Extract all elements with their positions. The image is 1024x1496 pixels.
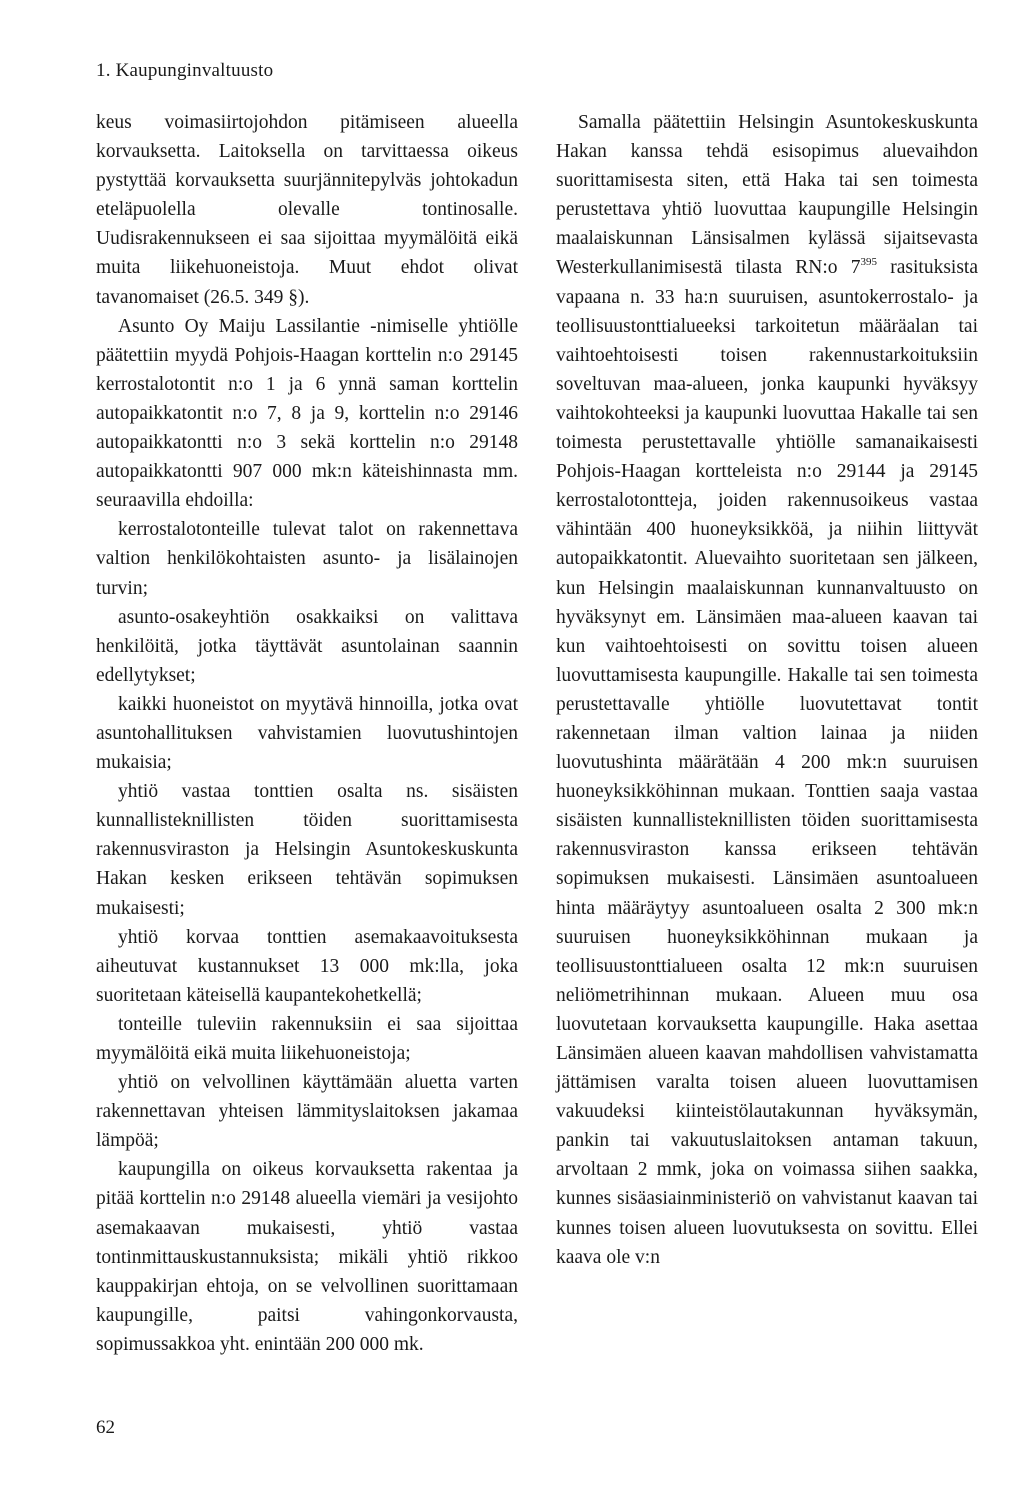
condition-item: tonteille tuleviin rakennuksiin ei saa sijoittaa myymälöitä eikä muita liikehuoneistoja; (96, 1013, 518, 1064)
condition-item: kaikki huoneistot on myytävä hinnoilla, jotka ovat asuntohallituksen vahvistamien luovutushintojen mukaisia; (96, 693, 518, 774)
condition-item: kaupungilla on oikeus korvauksetta rakentaa ja pitää korttelin n:o 29148 alueella viemäri ja vesijohto asemakaavan mukaisesti, yhtiö vastaa tontinmittauskustannuksista; mikäli yhtiö rikkoo kauppakirjan ehtoja, on se velvollinen suorittamaan kaupungille, paitsi vahingonkorvausta, sopimussakkoa yht. enintään 200 000 mk. (96, 1159, 518, 1355)
condition-item: yhtiö korvaa tonttien asemakaavoituksesta aiheutuvat kustannukset 13 000 mk:lla, joka suoritetaan käteisellä kaupantekohetkellä; (96, 926, 518, 1006)
left-column (96, 108, 518, 1359)
paragraph-text: Samalla päätettiin Helsingin Asuntokeskuskunta Hakan kanssa tehdä esisopimus aluevaihdon suorittamisesta siten, että Haka tai sen toimesta perustettava yhtiö luovuttaa kaupungille Helsingin maalaiskunnan Länsisalmen kylässä sijaitsevasta Westerkullanimisestä tilasta RN:o 7 (556, 112, 978, 279)
condition-item: yhtiö vastaa tonttien osalta ns. sisäisten kunnallisteknillisten töiden suorittamisesta rakennusviraston ja Helsingin Asuntokeskuskunta Hakan kesken erikseen tehtävän sopimuksen mukaisesti; (96, 781, 518, 919)
paragraph: keus voimasiirtojohdon pitämiseen alueella korvauksetta. Laitoksella on tarvittaessa oikeus pystyttää korvauksetta suurjännitepylväs johtokadun eteläpuolella olevalle tontinosalle. Uudisrakennukseen ei saa sijoittaa myymälöitä eikä muita liikehuoneistoja. Muut ehdot olivat tavanomaiset (26.5. 349 §). (96, 112, 518, 308)
condition-item: kerrostalotonteille tulevat talot on rakennettava valtion henkilökohtaisten asunto- ja lisälainojen turvin; (96, 519, 518, 599)
paragraph-text: rasituksista vapaana n. 33 ha:n suuruisen, asuntokerrostalo- ja teollisuustonttialueeksi tarkoitetun määräalan tai vaihtoehtoisesti toisen rakennustarkoituksiin soveltuvan maa-alueen, jonka kaupunki hyväksyy vaihtokohteeksi ja kaupunki luovuttaa Hakalle tai sen toimesta perustettavalle yhtiölle samanaikaisesti Pohjois-Haagan kortteleista n:o 29144 ja 29145 kerrostalotontteja, joiden rakennusoikeus vastaa vähintään 400 huoneyksikköä, ja niihin liittyvät autopaikkatontit. Aluevaihto suoritetaan sen jälkeen, kun Helsingin maalaiskunnan kunnanvaltuusto on hyväksynyt em. Länsimäen maa-alueen kaavan tai kun vaihtoehtoisesti on sovittu toisen alueen luovuttamisesta kaupungille. Hakalle tai sen toimesta perustettavalle yhtiölle luovutettavat tontit rakennetaan ilman valtion lainaa ja niiden luovutushinta määrätään 4 200 mk:n suuruisen huoneyksikköhinnan mukaan. Tonttien saaja vastaa sisäisten kunnallisteknillisten töiden suorittamisesta rakennusviraston kanssa erikseen tehtävän sopimuksen mukaisesti. Länsimäen asuntoalueen hinta määräytyy asuntoalueen osalta 2 300 mk:n suuruisen huoneyksikköhinnan mukaan ja teollisuustonttialueen osalta 12 mk:n suuruisen neliömetrihinnan mukaan. Alueen muu osa luovutetaan korvauksetta kaupungille. Haka asettaa Länsimäen alueen kaavan mahdollisen vahvistamatta jättämisen varalta toisen alueen luovuttamisen vakuudeksi kiinteistölautakunnan hyväksymän, pankin tai vakuutuslaitoksen antaman takuun, arvoltaan 2 mmk, joka on voimassa siihen saakka, kunnes sisäasiainministeriö on vahvistanut kaavan tai kunnes toisen alueen luovutuksesta on sovittu. Ellei kaava ole v:n (556, 257, 978, 1268)
running-head: 1. Kaupunginvaltuusto (96, 60, 274, 81)
condition-item: asunto-osakeyhtiön osakkaiksi on valittava henkilöitä, jotka täyttävät asuntolainan saannin edellytykset; (96, 606, 518, 686)
page-number: 62 (96, 1417, 115, 1438)
condition-item: yhtiö on velvollinen käyttämään aluetta varten rakennettavan yhteisen lämmityslaitoksen jakamaa lämpöä; (96, 1072, 518, 1152)
paragraph: Asunto Oy Maiju Lassilantie -nimiselle yhtiölle päätettiin myydä Pohjois-Haagan korttelin n:o 29145 kerrostalotontit n:o 1 ja 6 ynnä saman korttelin autopaikkatontit n:o 7, 8 ja 9, korttelin n:o 29146 autopaikkatontti n:o 3 sekä korttelin n:o 29148 autopaikkatontti 907 000 mk:n käteishinnasta mm. seuraavilla ehdoilla: (96, 315, 518, 512)
superscript: 395 (860, 256, 878, 269)
right-column (556, 108, 978, 1272)
paragraph (556, 108, 978, 1272)
